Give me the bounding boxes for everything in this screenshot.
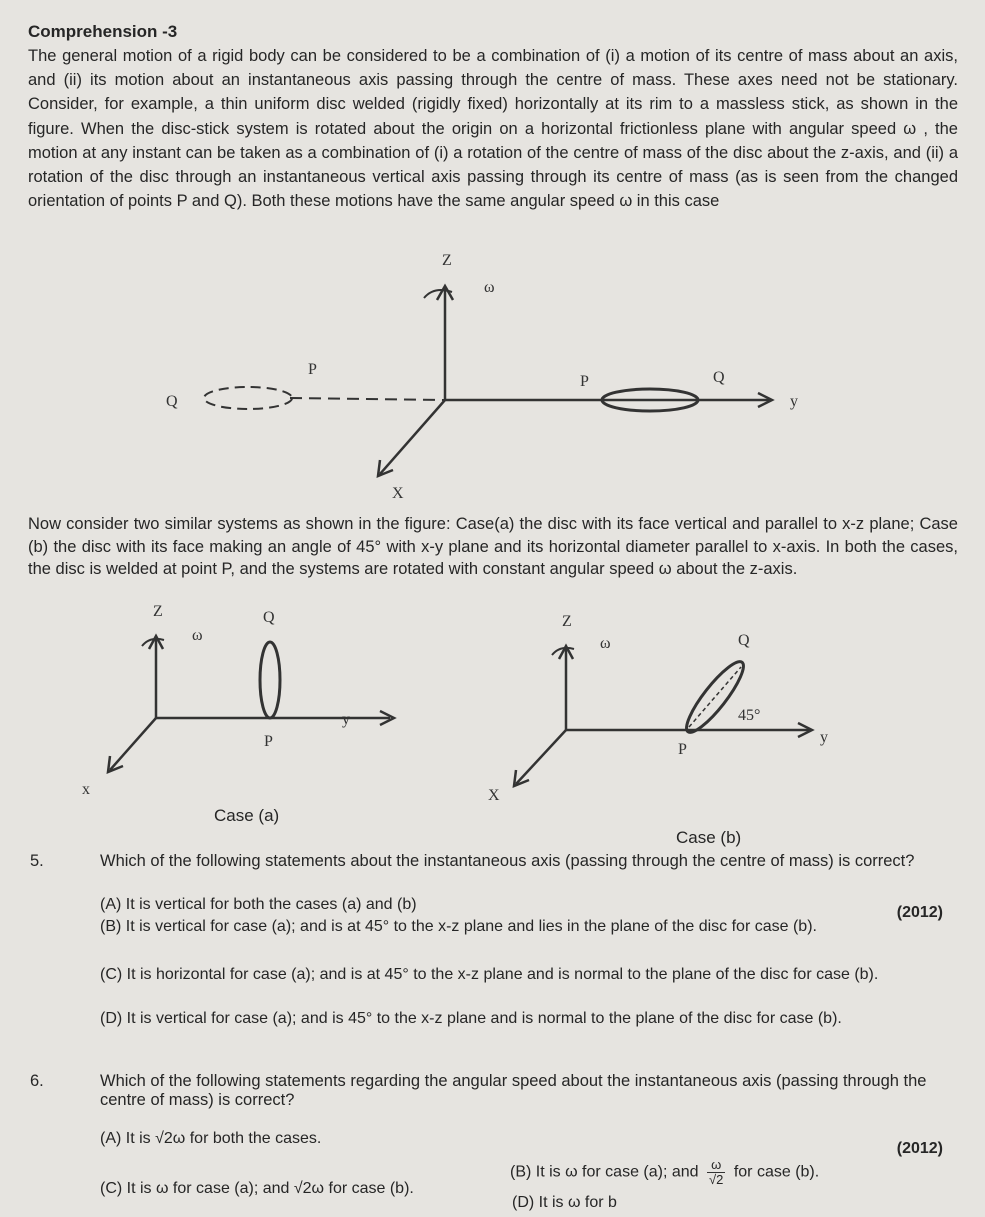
fig1-x-axis	[380, 400, 445, 474]
case-b-x-label: X	[488, 787, 500, 804]
case-b-z-label: Z	[562, 613, 572, 630]
q6-option-b-numerator: ω	[707, 1158, 725, 1173]
fig1-q-left-label: Q	[166, 393, 178, 410]
figure-case-b	[488, 610, 840, 810]
q6-number: 6.	[30, 1072, 44, 1090]
q5-year: (2012)	[896, 904, 943, 921]
fig1-x-label: X	[392, 485, 404, 502]
q5-text: Which of the following statements about the instantaneous axis (passing through the centre of mass) is correct?	[100, 852, 915, 870]
case-a-x-axis	[110, 718, 156, 770]
case-b-q-label: Q	[738, 632, 750, 649]
q6-option-b-suffix: for case (b).	[733, 1163, 820, 1181]
q6-year: (2012)	[896, 1140, 943, 1157]
case-a-x-label: x	[82, 781, 90, 798]
setup-paragraph: Now consider two similar systems as shown in the figure: Case(a) the disc with its face vertical and parallel to x-z plane; Case (b) the disc with its face making an angle of 45° with x-y plane and its horizontal diameter parallel to x-axis. In both the cases, the disc is welded at point P, and the systems are rotated with constant angular speed ω about the z-axis.	[28, 515, 958, 578]
q5-option-d: (D) It is vertical for case (a); and is 45° to the x-z plane and is normal to the plane of the disc for case (b).	[100, 1010, 842, 1027]
q6-option-a: (A) It is √2ω for both the cases.	[100, 1130, 322, 1147]
q6-option-d: (D) It is ω for b	[512, 1194, 617, 1211]
case-a-z-label: Z	[153, 603, 163, 620]
case-a-y-label: y	[342, 711, 350, 728]
intro-paragraph: The general motion of a rigid body can be considered to be a combination of (i) a motion of its centre of mass about an axis, and (ii) its motion about an instantaneous axis passing through the centre of mass. These axes need not be stationary. Consider, for example, a thin uniform disc welded (rigidly fixed) horizontally at its rim to a massless stick, as shown in the figure. When the disc-stick system is rotated about the origin on a horizontal frictionless plane with angular speed ω , the motion at any instant can be taken as a combination of (i) a rotation of the centre of mass of the disc about the z-axis, and (ii) a rotation of the disc through an instantaneous vertical axis passing through its centre of mass (as is seen from the changed orientation of points P and Q). Both these motions have the same angular speed ω in this case	[28, 47, 958, 211]
fig1-p-right-label: P	[580, 373, 589, 390]
q6-option-b-denominator: √2	[709, 1172, 724, 1187]
q5-number: 5.	[30, 852, 44, 870]
case-b-disc-diameter	[689, 667, 741, 727]
q6-option-b-fraction	[707, 1158, 725, 1187]
fig1-q-right-label: Q	[713, 369, 725, 386]
case-b-y-label: y	[820, 729, 828, 746]
case-b-angle-label: 45°	[738, 707, 761, 724]
case-b-x-axis	[516, 730, 566, 784]
q6-option-b	[510, 1158, 819, 1187]
q5-option-c: (C) It is horizontal for case (a); and is at 45° to the x-z plane and is normal to the plane of the disc for case (b).	[100, 966, 879, 983]
case-a-q-label: Q	[263, 609, 275, 626]
fig1-omega-label: ω	[484, 279, 495, 296]
q6-option-b-prefix: (B) It is ω for case (a); and	[510, 1163, 699, 1181]
case-b-omega-label: ω	[600, 635, 611, 652]
fig1-z-label: Z	[442, 252, 452, 269]
figure-disc-stick	[0, 248, 985, 508]
case-b-p-label: P	[678, 741, 687, 758]
q5-option-b: (B) It is vertical for case (a); and is at 45° to the x-z plane and lies in the plane of the disc for case (b).	[100, 918, 817, 935]
figure-case-a	[60, 600, 360, 800]
q6-option-c: (C) It is ω for case (a); and √2ω for case (b).	[100, 1180, 414, 1197]
fig1-dashed-stick	[290, 398, 445, 400]
case-a-caption: Case (a)	[214, 806, 280, 825]
case-a-y-arrowhead	[376, 708, 406, 728]
fig1-y-label: y	[790, 393, 798, 410]
q6-text: Which of the following statements regarding the angular speed about the instantaneous axis (passing through the centre of mass) is correct?	[100, 1072, 927, 1109]
comprehension-heading: Comprehension -3	[28, 22, 178, 41]
case-a-omega-label: ω	[192, 627, 203, 644]
fig1-p-left-label: P	[308, 361, 317, 378]
case-b-caption: Case (b)	[676, 828, 742, 847]
q5-option-a: (A) It is vertical for both the cases (a) and (b)	[100, 896, 417, 913]
case-a-disc	[260, 642, 280, 718]
case-a-p-label: P	[264, 733, 273, 750]
fig1-disc-dashed	[204, 387, 292, 409]
